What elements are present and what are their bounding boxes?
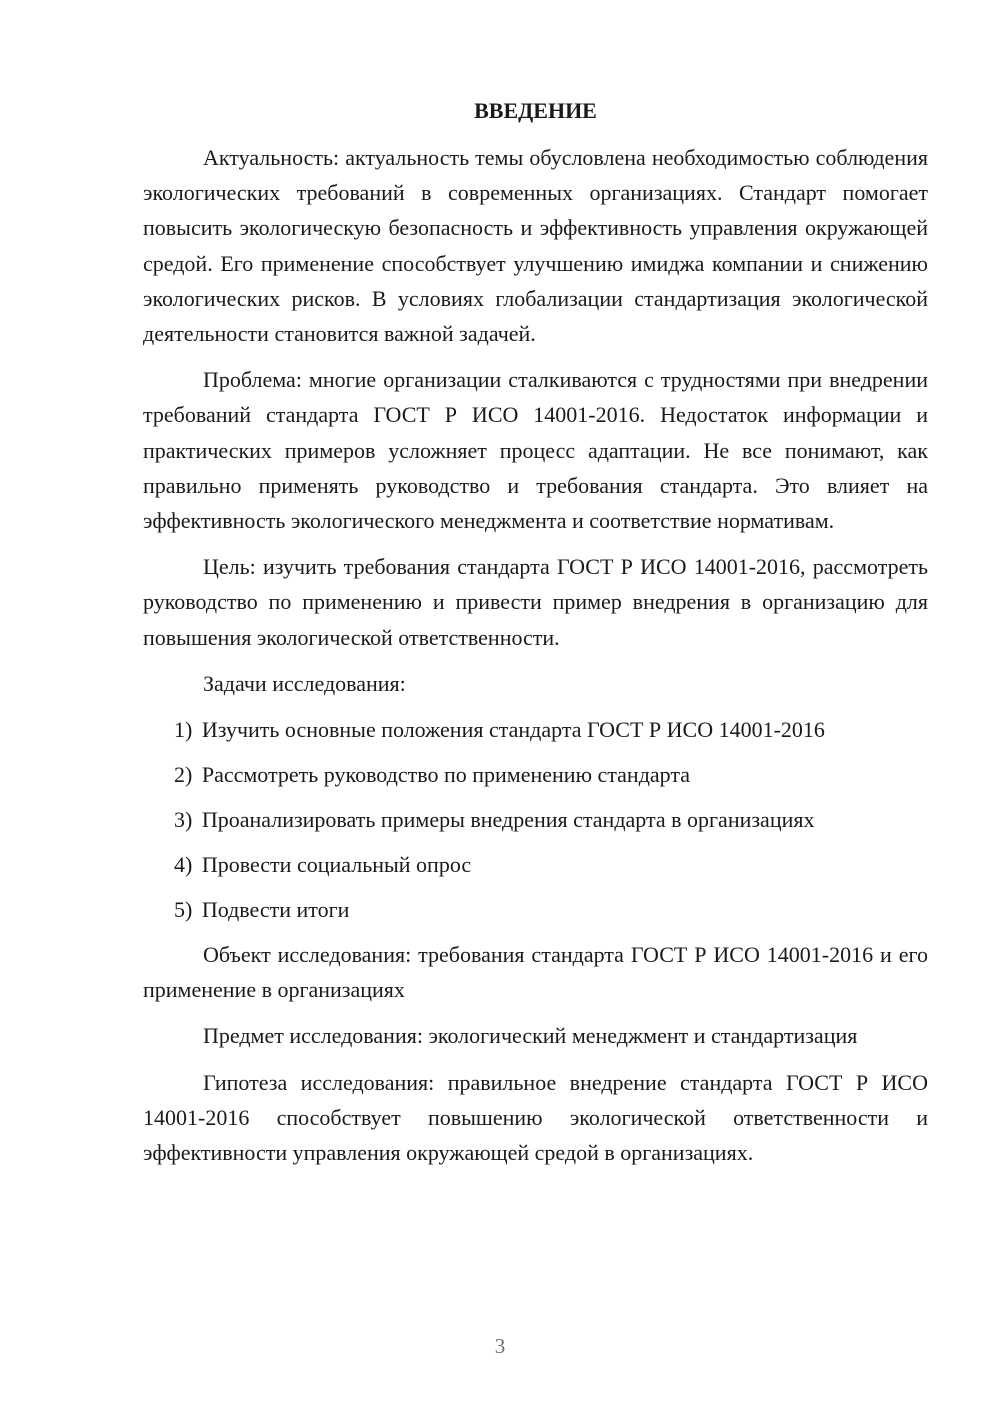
paragraph-goal: Цель: изучить требования стандарта ГОСТ Р ИСО 14001-2016, рассмотреть руководство по применению и привести пример внедрения в организацию для повышения экологической ответственности. <box>143 554 928 650</box>
document-page <box>143 96 928 1181</box>
list-item <box>143 757 928 792</box>
page-number: 3 <box>494 1334 506 1358</box>
list-item <box>143 892 928 927</box>
list-item-text: Проанализировать примеры внедрения стандарта в организациях <box>201 807 815 833</box>
paragraph-subject: Предмет исследования: экологический менеджмент и стандартизация <box>203 1023 858 1049</box>
list-item-text: Подвести итоги <box>201 897 350 923</box>
paragraph-hypothesis: Гипотеза исследования: правильное внедрение стандарта ГОСТ Р ИСО 14001-2016 способствует повышению экологической ответственности и эффективности управления окружающей средой в организациях. <box>143 1069 928 1166</box>
tasks-list <box>143 712 928 927</box>
list-item <box>143 802 928 837</box>
paragraph-problem: Проблема: многие организации сталкиваются с трудностями при внедрении требований стандарта ГОСТ Р ИСО 14001-2016. Недостаток информации и практических примеров усложняет процесс адаптации. Не все понимают, как правильно применять руководство и требования стандарта. Это влияет на эффективность экологического менеджмента и соответствие нормативам. <box>143 367 928 534</box>
list-item-number: 2) <box>174 762 193 788</box>
list-item-number: 4) <box>174 852 193 878</box>
list-item-text: Рассмотреть руководство по применению стандарта <box>201 762 691 788</box>
section-title: ВВЕДЕНИЕ <box>474 98 597 123</box>
list-item <box>143 847 928 882</box>
list-item <box>143 712 928 747</box>
list-item-number: 1) <box>174 717 193 743</box>
paragraph-tasks-heading: Задачи исследования: <box>203 670 406 696</box>
list-item-number: 3) <box>174 807 193 833</box>
list-item-text: Провести социальный опрос <box>201 852 472 878</box>
paragraph-relevance: Актуальность: актуальность темы обусловлена необходимостью соблюдения экологических требований в современных организациях. Стандарт помогает повысить экологическую безопасность и эффективность управления окружающей средой. Его применение способствует улучшению имиджа компании и снижению экологических рисков. В условиях глобализации стандартизация экологической деятельности становится важной задачей. <box>143 145 928 347</box>
list-item-number: 5) <box>174 897 193 923</box>
paragraph-object: Объект исследования: требования стандарта ГОСТ Р ИСО 14001-2016 и его применение в организациях <box>143 942 928 1003</box>
list-item-text: Изучить основные положения стандарта ГОСТ Р ИСО 14001-2016 <box>201 717 825 743</box>
